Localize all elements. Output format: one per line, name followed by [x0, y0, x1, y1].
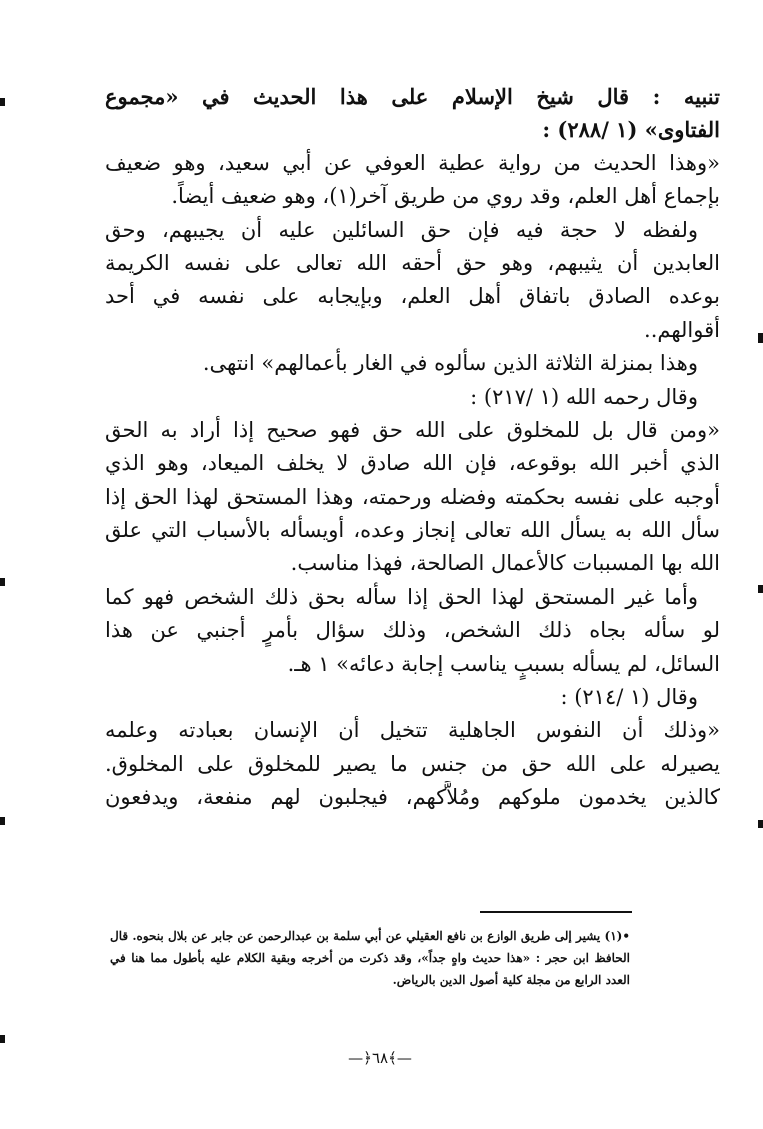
- text-line: العابدين أن يثيبهم، وهو حق أحقه الله تعالى على نفسه الكريمة: [105, 250, 720, 275]
- text-line: الله بها المسببات كالأعمال الصالحة، فهذا مناسب.: [290, 551, 720, 576]
- edge-mark: [758, 820, 763, 828]
- text-line: الفتاوى» (١ /٢٨٨) :: [542, 117, 720, 143]
- text-line: بوعده الصادق باتفاق أهل العلم، وبإيجابه على نفسه في أحد: [105, 284, 720, 309]
- page-number: —﴿٦٨﴾—: [348, 1049, 412, 1067]
- text-line: وقال (١ /٢١٤) :: [560, 685, 698, 710]
- text-line: سأل الله به يسأل الله تعالى إنجاز وعده، أويسأله بالأسباب التي علق: [105, 518, 720, 543]
- text-line: لو سأله بجاه ذلك الشخص، وذلك سؤال بأمرٍ أجنبي عن هذا: [105, 618, 720, 643]
- text-line: وأما غير المستحق لهذا الحق إذا سأله بحق ذلك الشخص فهو كما: [105, 584, 698, 609]
- footnote-line: الحافظ ابن حجر : «هذا حديث واهٍ جداً»، وقد ذكرت من أخرجه وبقية الكلام عليه بأطول مما هنا في: [110, 951, 630, 965]
- text-line: «وهذا الحديث من رواية عطية العوفي عن أبي سعيد، وهو ضعيف: [105, 150, 720, 175]
- footnote-line: العدد الرابع من مجلة كلية أصول الدين بالرياض.: [392, 973, 630, 987]
- text-line: «ومن قال بل للمخلوق على الله حق فهو صحيح إذا أراد به الحق: [105, 417, 720, 442]
- text-line: تنبيه : قال شيخ الإسلام على هذا الحديث في «مجموع: [105, 84, 720, 109]
- footnote: [110, 925, 630, 991]
- edge-mark: [0, 1035, 5, 1043]
- text-line: وقال رحمه الله (١ /٢١٧) :: [470, 384, 698, 409]
- text-line: ولفظه لا حجة فيه فإن حق السائلين عليه أن يجيبهم، وحق: [105, 217, 698, 242]
- text-line: وهذا بمنزلة الثلاثة الذين سألوه في الغار بأعمالهم» انتهى.: [202, 351, 698, 376]
- text-line: «وذلك أن النفوس الجاهلية تتخيل أن الإنسان بعبادته وعلمه: [105, 718, 720, 743]
- edge-mark: [0, 817, 5, 825]
- text-line: يصيرله على الله حق من جنس ما يصير للمخلوق على المخلوق.: [105, 751, 720, 776]
- text-line: أوجبه على نفسه بحكمته وفضله ورحمته، وهذا المستحق لهذا الحق إذا: [105, 484, 720, 509]
- edge-mark: [758, 585, 763, 593]
- text-line: بإجماع أهل العلم، وقد روي من طريق آخر(١)، وهو ضعيف أيضاً.: [171, 184, 720, 209]
- text-line: أقوالهم..: [644, 317, 720, 342]
- edge-mark: [758, 333, 763, 343]
- footnote-divider: [480, 911, 632, 913]
- edge-mark: [0, 98, 5, 106]
- text-line: كالذين يخدمون ملوكهم ومُلاَّكهم، فيجلبون لهم منفعة، ويدفعون: [105, 785, 720, 810]
- edge-mark: [0, 578, 5, 586]
- text-line: السائل، لم يسأله بسببٍ يناسب إجابة دعائه» ١ هـ.: [287, 651, 720, 676]
- footnote-line: •(١) يشير إلى طريق الوازع بن نافع العقيلي عن أبي سلمة بن عبدالرحمن عن جابر عن بلال بنحوه. قال: [110, 929, 630, 943]
- main-text: [105, 80, 720, 815]
- text-line: الذي أخبر الله بوقوعه، فإن الله صادق لا يخلف الميعاد، وهو الذي: [105, 451, 720, 476]
